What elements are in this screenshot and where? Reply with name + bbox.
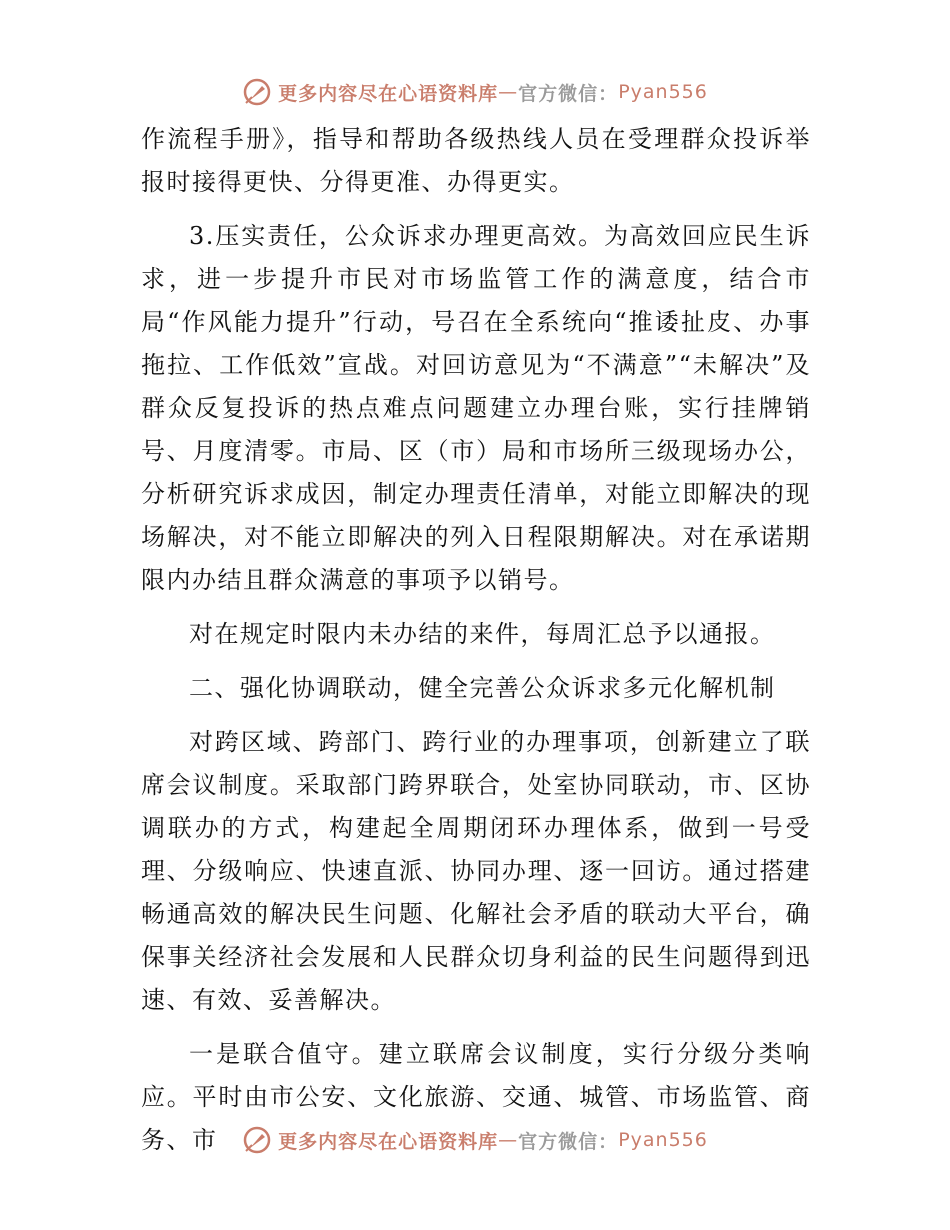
watermark-dash: —: [498, 1129, 519, 1151]
paragraph-joint-meeting: 对跨区域、跨部门、跨行业的办理事项，创新建立了联席会议制度。采取部门跨界联合，处室协同联动，市、区协调联办的方式，构建起全周期闭环办理体系，做到一号受理、分级响应、快速直派、协同办理、逐一回访。通过搭建畅通高效的解决民生问题、化解社会矛盾的联动大平台，确保事关经济社会发展和人民群众切身利益的民生问题得到迅速、有效、妥善解决。: [141, 728, 811, 1014]
watermark-footer: [0, 1120, 950, 1160]
quill-circle-icon: [242, 1125, 272, 1155]
watermark-wechat-id: Pyan556: [618, 81, 708, 103]
paragraph-joint-duty: 一是联合值守。建立联席会议制度，实行分级分类响应。平时由市公安、文化旅游、交通、城管、市场监管、商务、市: [141, 1040, 811, 1154]
watermark-wechat-label: 官方微信：: [518, 1130, 619, 1153]
watermark-brand: 更多内容尽在心语资料库: [278, 82, 499, 105]
document-body: [141, 118, 811, 1173]
paragraph-accountability: 3.压实责任，公众诉求办理更高效。为高效回应民生诉求，进一步提升市民对市场监管工作的满意度，结合市局“作风能力提升”行动，号召在全系统向“推诿扯皮、办事拖拉、工作低效”宣战。对回访意见为“不满意”“未解决”及群众反复投诉的热点难点问题建立办理台账，实行挂牌销号、月度清零。市局、区（市）局和市场所三级现场办公，分析研究诉求成因，制定办理责任清单，对能立即解决的现场解决，对不能立即解决的列入日程限期解决。对在承诺期限内办结且群众满意的事项予以销号。: [141, 222, 811, 594]
paragraph-continuation: 作流程手册》，指导和帮助各级热线人员在受理群众投诉举报时接得更快、分得更准、办得更实。: [141, 125, 811, 196]
watermark-brand: 更多内容尽在心语资料库: [278, 1130, 499, 1153]
watermark-wechat-label: 官方微信：: [518, 82, 619, 105]
paragraph-weekly-report: 对在规定时限内未办结的来件，每周汇总予以通报。: [189, 620, 776, 648]
quill-circle-icon: [242, 77, 272, 107]
watermark-dash: —: [498, 81, 519, 103]
watermark-header: [0, 72, 950, 112]
section-heading-two: 二、强化协调联动，健全完善公众诉求多元化解机制: [189, 674, 776, 702]
watermark-wechat-id: Pyan556: [618, 1129, 708, 1151]
